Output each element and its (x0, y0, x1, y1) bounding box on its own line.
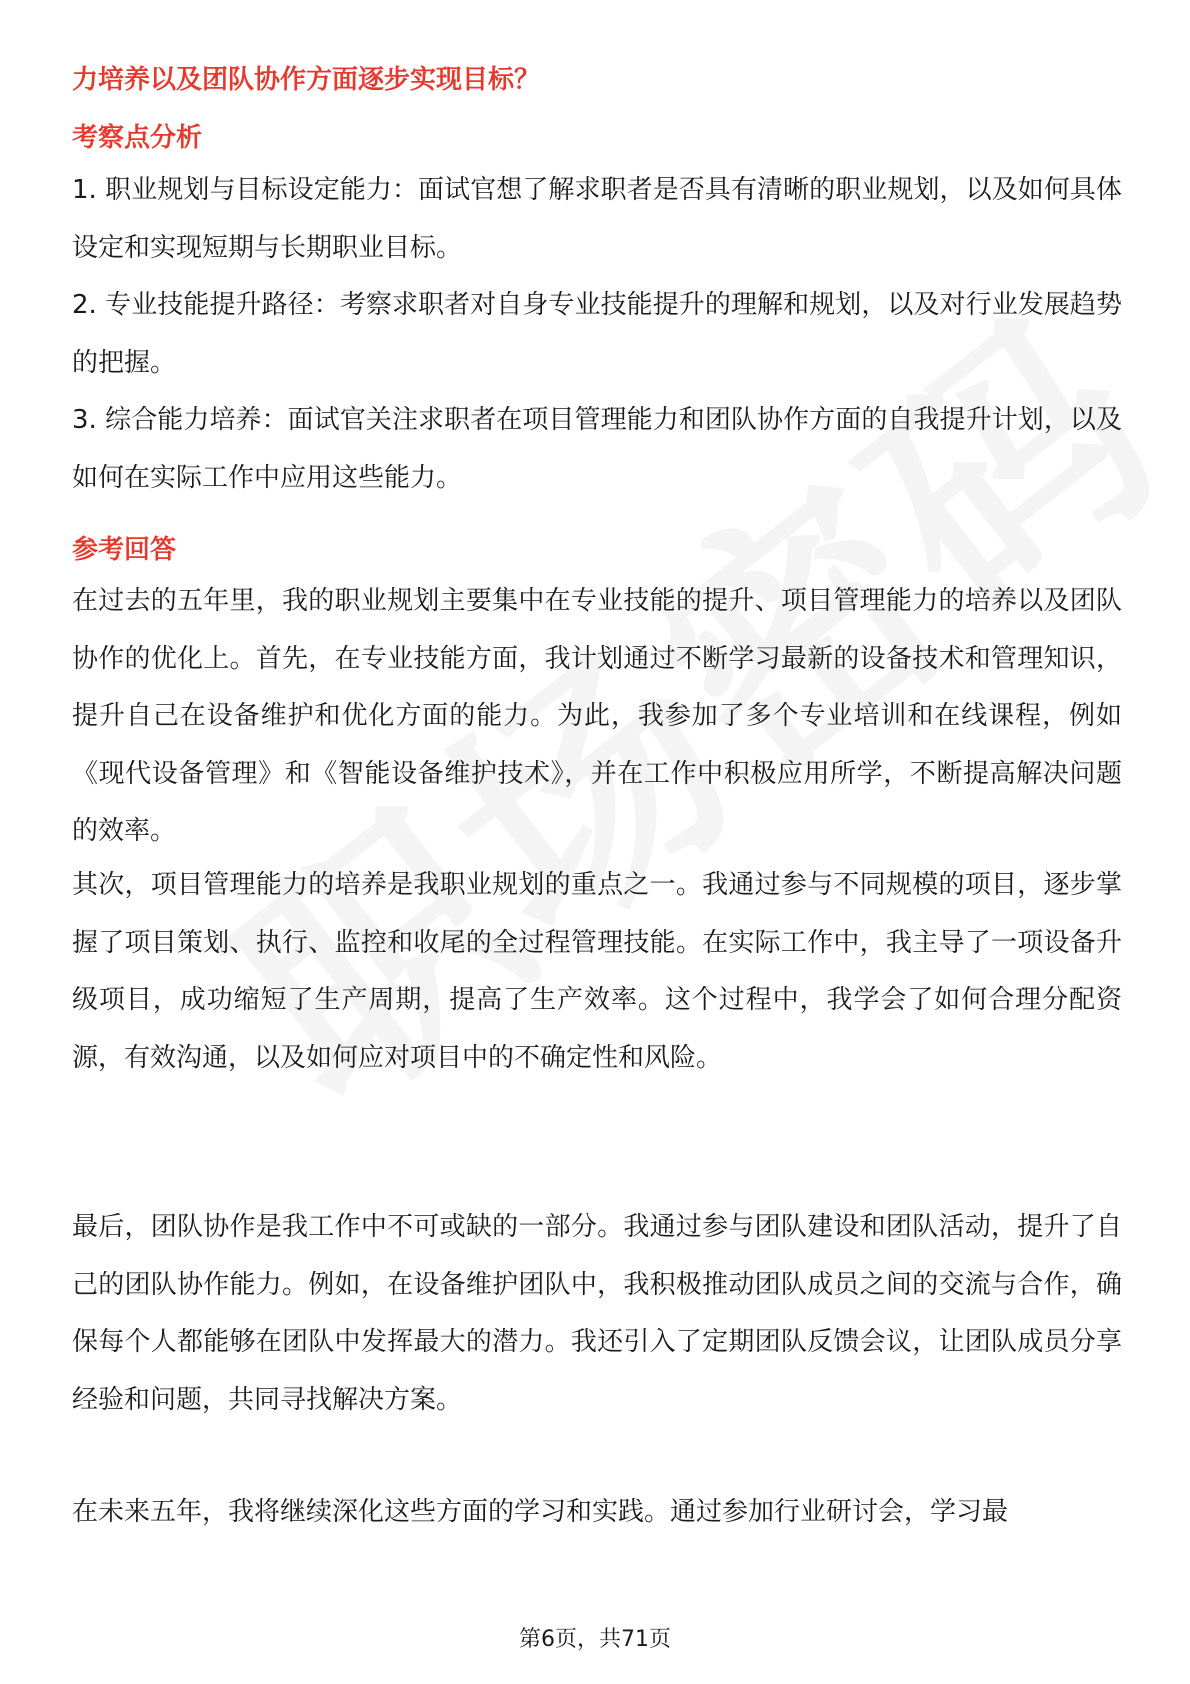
analysis-item-3: 3. 综合能力培养：面试官关注求职者在项目管理能力和团队协作方面的自我提升计划，以及如何在实际工作中应用这些能力。 (72, 405, 1122, 493)
answer-paragraph-4: 在未来五年，我将继续深化这些方面的学习和实践。通过参加行业研讨会，学习最 (72, 1497, 1009, 1527)
answer-paragraph-1: 在过去的五年里，我的职业规划主要集中在专业技能的提升、项目管理能力的培养以及团队协作的优化上。首先，在专业技能方面，我计划通过不断学习最新的设备技术和管理知识，提升自己在设备维护和优化方面的能力。为此，我参加了多个专业培训和在线课程，例如《现代设备管理》和《智能设备维护技术》，并在工作中积极应用所学，不断提高解决问题的效率。 (72, 586, 1122, 846)
analysis-item-1: 1. 职业规划与目标设定能力：面试官想了解求职者是否具有清晰的职业规划，以及如何具体设定和实现短期与长期职业目标。 (72, 175, 1122, 263)
answer-heading: 参考回答 (72, 535, 177, 565)
answer-paragraph-2: 其次，项目管理能力的培养是我职业规划的重点之一。我通过参与不同规模的项目，逐步掌握了项目策划、执行、监控和收尾的全过程管理技能。在实际工作中，我主导了一项设备升级项目，成功缩短了生产周期，提高了生产效率。这个过程中，我学会了如何合理分配资源，有效沟通，以及如何应对项目中的不确定性和风险。 (72, 870, 1122, 1073)
answer-paragraph-3: 最后，团队协作是我工作中不可或缺的一部分。我通过参与团队建设和团队活动，提升了自己的团队协作能力。例如，在设备维护团队中，我积极推动团队成员之间的交流与合作，确保每个人都能够在团队中发挥最大的潜力。我还引入了定期团队反馈会议，让团队成员分享经验和问题，共同寻找解决方案。 (72, 1212, 1122, 1415)
page-number-footer: 第6页，共71页 (519, 1627, 671, 1652)
analysis-item-2: 2. 专业技能提升路径：考察求职者对自身专业技能提升的理解和规划，以及对行业发展趋势的把握。 (72, 290, 1122, 378)
question-continuation: 力培养以及团队协作方面逐步实现目标？ (72, 65, 541, 95)
analysis-heading: 考察点分析 (72, 123, 203, 153)
